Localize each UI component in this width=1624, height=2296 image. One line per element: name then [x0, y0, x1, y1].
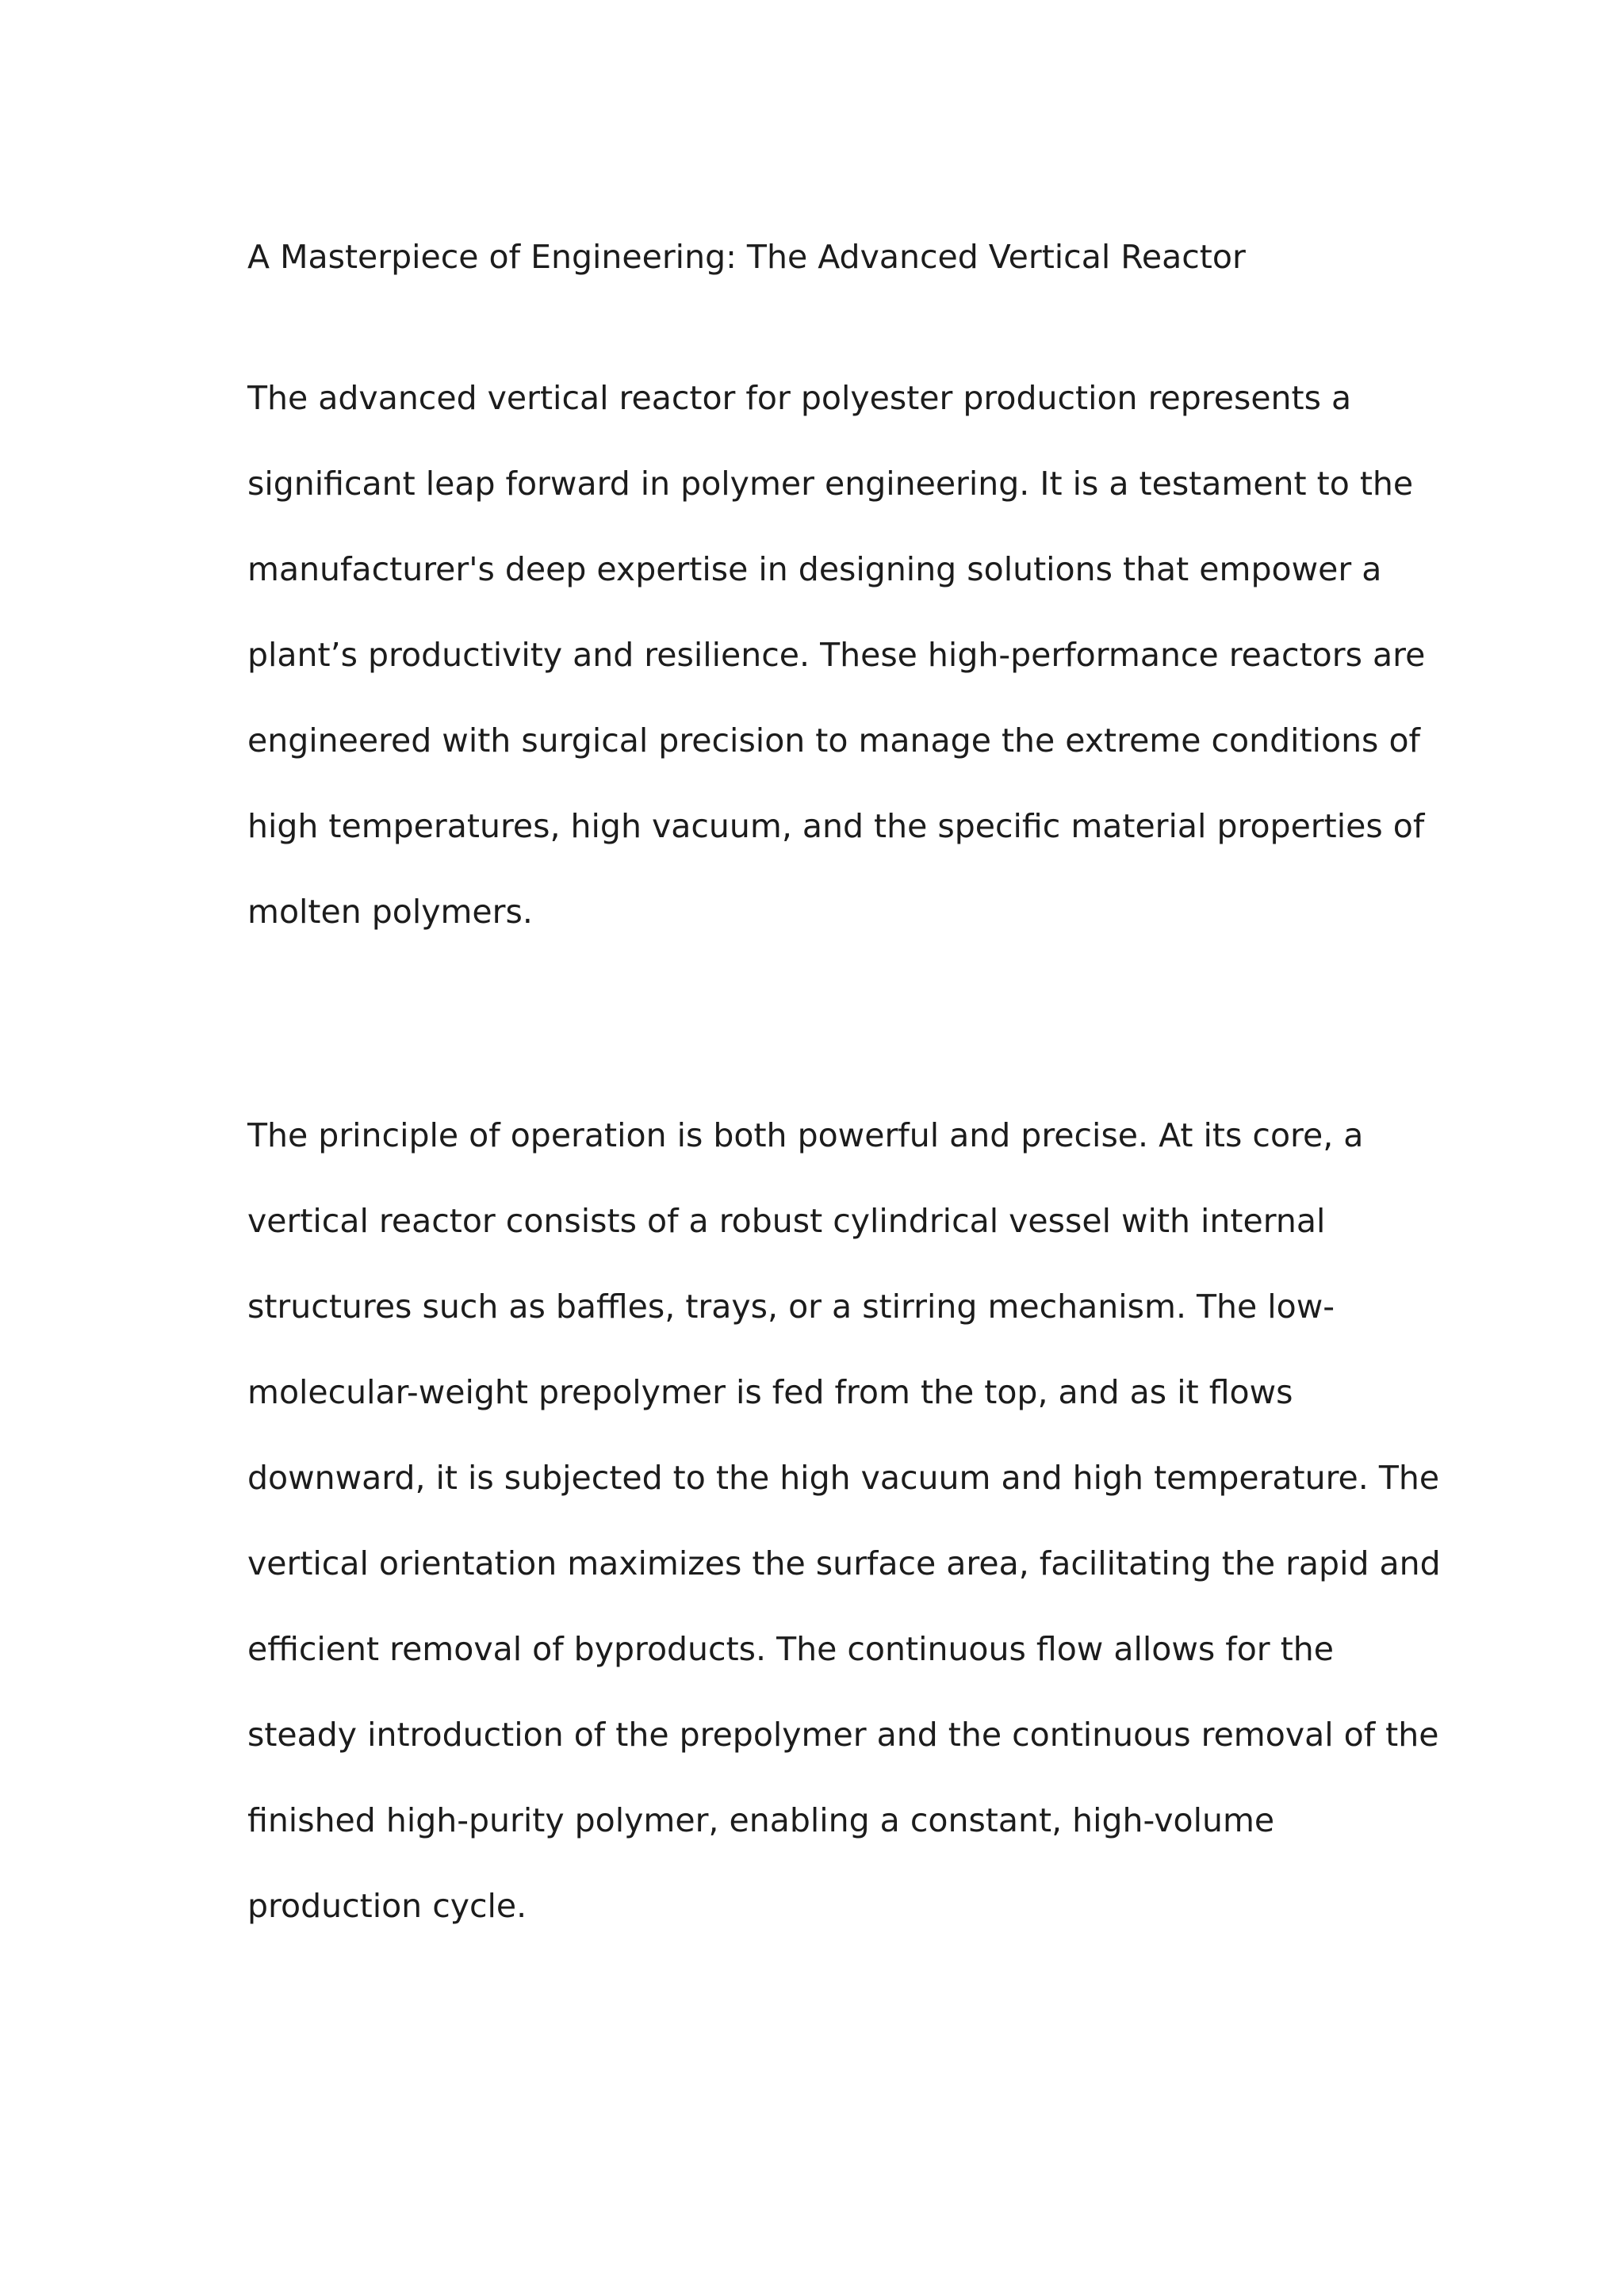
paragraph-line: vertical reactor consists of a robust cylindrical vessel with internal	[247, 1202, 1326, 1240]
paragraph-line: production cycle.	[247, 1887, 527, 1925]
paragraph-line: significant leap forward in polymer engineering. It is a testament to the	[247, 465, 1414, 503]
paragraph-line: molecular-weight prepolymer is fed from the top, and as it flows	[247, 1373, 1293, 1411]
paragraph-operation-principle	[247, 1093, 1441, 1949]
paragraph-line: high temperatures, high vacuum, and the specific material properties of	[247, 807, 1425, 845]
paragraph-line: molten polymers.	[247, 893, 533, 931]
paragraph-line: The principle of operation is both powerful and precise. At its core, a	[247, 1116, 1364, 1154]
paragraph-line: downward, it is subjected to the high vacuum and high temperature. The	[247, 1459, 1440, 1497]
paragraph-intro	[247, 355, 1426, 955]
paragraph-line: steady introduction of the prepolymer and the continuous removal of the	[247, 1716, 1439, 1754]
paragraph-line: The advanced vertical reactor for polyester production represents a	[247, 379, 1352, 417]
paragraph-line: manufacturer's deep expertise in designing solutions that empower a	[247, 550, 1382, 588]
paragraph-line: plant’s productivity and resilience. These high-performance reactors are	[247, 636, 1426, 674]
document-title: A Masterpiece of Engineering: The Advanced Vertical Reactor	[247, 238, 1246, 276]
paragraph-line: efficient removal of byproducts. The continuous flow allows for the	[247, 1630, 1334, 1668]
paragraph-line: engineered with surgical precision to manage the extreme conditions of	[247, 721, 1420, 760]
paragraph-line: structures such as baffles, trays, or a stirring mechanism. The low-	[247, 1288, 1335, 1326]
paragraph-line: vertical orientation maximizes the surface area, facilitating the rapid and	[247, 1544, 1441, 1582]
paragraph-line: finished high-purity polymer, enabling a constant, high-volume	[247, 1801, 1275, 1839]
